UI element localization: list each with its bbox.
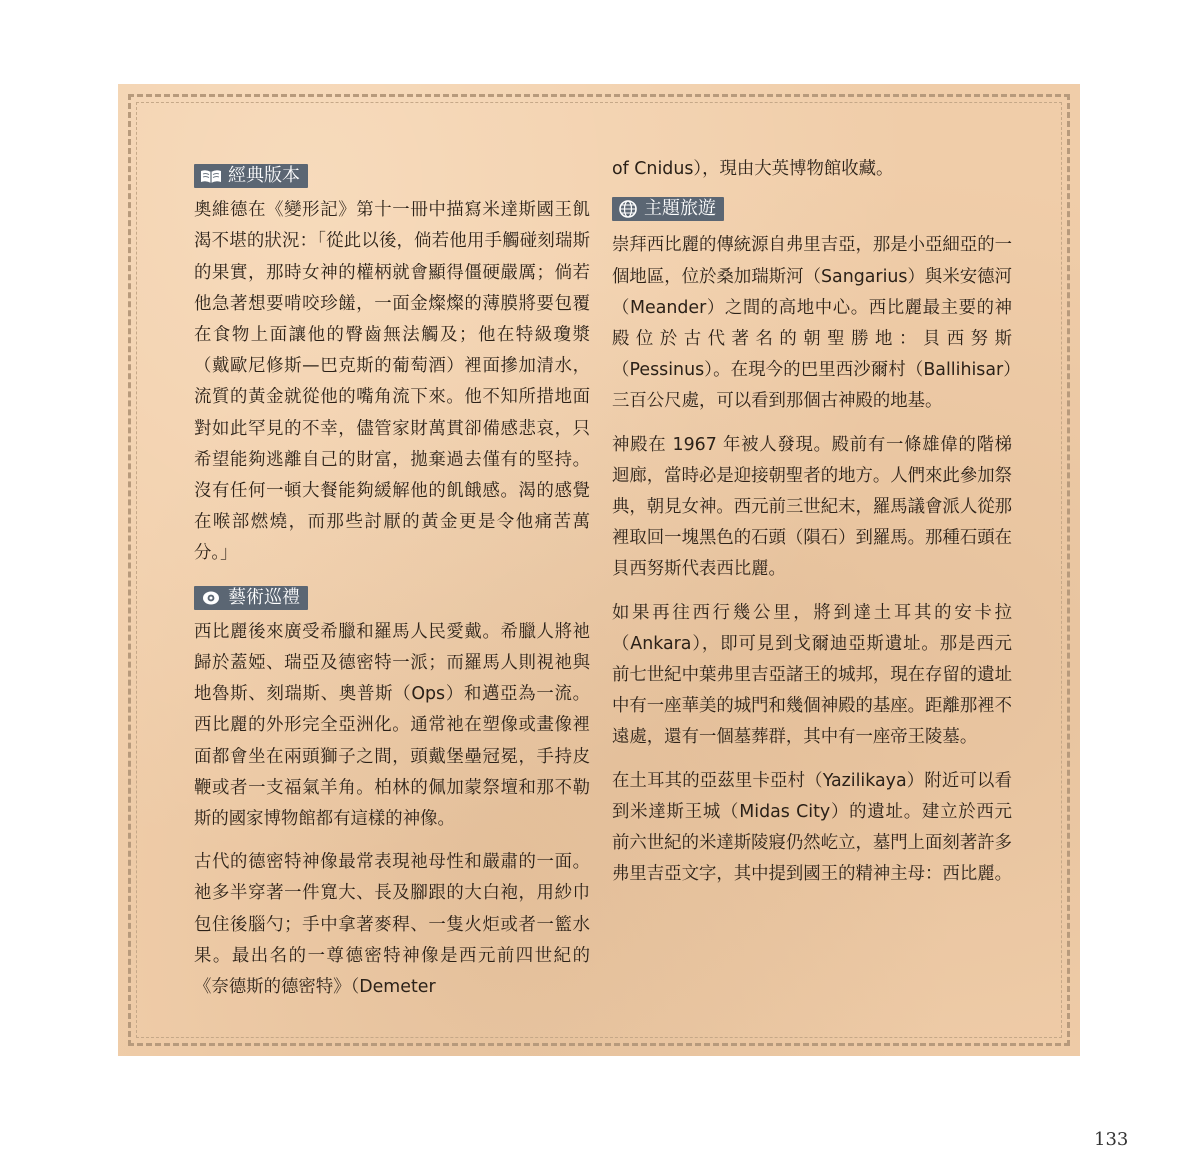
travel-paragraph-3: 如果再往西行幾公里，將到達土耳其的安卡拉（Ankara），即可見到戈爾迪亞斯遺址。那是西元前七世紀中葉弗里吉亞諸王的城邦，現在存留的遺址中有一座華美的城門和幾個神殿的基座。距離那裡不遠處，還有一個墓葬群，其中有一座帝王陵墓。: [612, 602, 1012, 748]
section-heading-classic: [194, 164, 308, 188]
article-panel: [118, 84, 1080, 1056]
classic-paragraph-1: 奧維德在《變形記》第十一冊中描寫米達斯國王飢渴不堪的狀況：「從此以後，倘若他用手觸碰刻瑞斯的果實，那時女神的權柄就會顯得僵硬嚴厲；倘若他急著想要啃咬珍饈，一面金燦燦的薄膜將要包覆在食物上面讓他的臀齒無法觸及；他在特級瓊漿（戴歐尼修斯—巴克斯的葡萄酒）裡面摻加清水，流質的黃金就從他的嘴角流下來。他不知所措地面對如此罕見的不幸，儘管家財萬貫卻備感悲哀，只希望能夠逃離自己的財富，拋棄過去僅有的堅持。沒有任何一頓大餐能夠緩解他的飢餓感。渴的感覺在喉部燃燒，而那些討厭的黃金更是令他痛苦萬分。」: [194, 200, 590, 564]
section-heading-travel: [612, 197, 724, 221]
page-number: 133: [1094, 1129, 1129, 1150]
section-heading-art: [194, 586, 308, 610]
travel-paragraph-2: 神殿在 1967 年被人發現。殿前有一條雄偉的階梯迴廊，當時必是迎接朝聖者的地方。人們來此參加祭典，朝見女神。西元前三世紀末，羅馬議會派人從那裡取回一塊黑色的石頭（隕石）到羅馬。那種石頭在貝西努斯代表西比麗。: [612, 434, 1012, 580]
section-heading-label: 主題旅遊: [644, 198, 716, 220]
art-paragraph-2: 古代的德密特神像最常表現祂母性和嚴肅的一面。祂多半穿著一件寬大、長及腳跟的大白袍，用紗巾包住後腦勺；手中拿著麥稈、一隻火炬或者一籃水果。最出名的一尊德密特神像是西元前四世紀的《奈德斯的德密特》（Demeter: [194, 852, 590, 998]
left-column: [194, 158, 590, 1003]
section-heading-label: 藝術巡禮: [228, 586, 300, 608]
eye-icon: [200, 590, 222, 606]
globe-icon: [618, 199, 638, 219]
right-column: [612, 154, 1012, 890]
open-book-icon: [200, 168, 222, 184]
art-paragraph-continuation: of Cnidus），現由大英博物館收藏。: [612, 159, 894, 179]
travel-paragraph-4: 在土耳其的亞茲里卡亞村（Yazilikaya）附近可以看到米達斯王城（Midas City）的遺址。建立於西元前六世紀的米達斯陵寢仍然屹立，墓門上面刻著許多弗里吉亞文字，其中提到國王的精神主母：西比麗。: [612, 770, 1012, 885]
section-heading-label: 經典版本: [228, 165, 300, 186]
travel-paragraph-1: 崇拜西比麗的傳統源自弗里吉亞，那是小亞細亞的一個地區，位於桑加瑞斯河（Sangarius）與米安德河（Meander）之間的高地中心。西比麗最主要的神殿位於古代著名的朝聖勝地：貝西努斯（Pessinus）。在現今的巴里西沙爾村（Ballihisar）三百公尺處，可以看到那個古神殿的地基。: [612, 235, 1012, 412]
art-paragraph-1: 西比麗後來廣受希臘和羅馬人民愛戴。希臘人將祂歸於蓋婭、瑞亞及德密特一派；而羅馬人則視祂與地魯斯、刻瑞斯、奧普斯（Ops）和邁亞為一流。西比麗的外形完全亞洲化。通常祂在塑像或畫像裡面都會坐在兩頭獅子之間，頭戴堡壘冠冕，手持皮鞭或者一支福氣羊角。柏林的佩加蒙祭壇和那不勒斯的國家博物館都有這樣的神像。: [194, 621, 590, 830]
